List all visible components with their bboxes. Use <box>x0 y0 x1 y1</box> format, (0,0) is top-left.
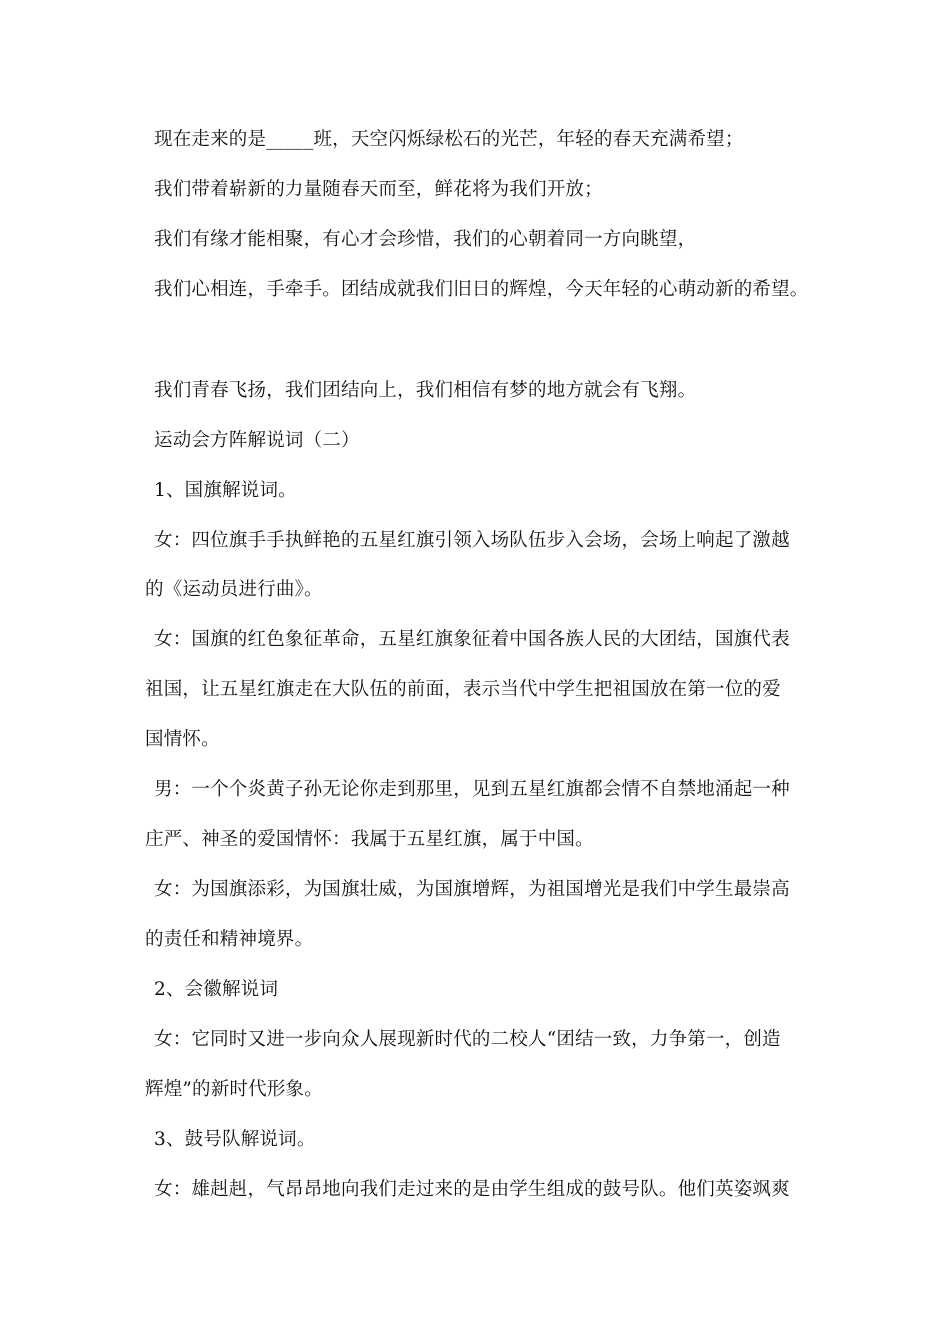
text-line: 庄严、神圣的爱国情怀：我属于五星红旗，属于中国。 <box>145 829 594 850</box>
text-line: 我们心相连，手牵手。团结成就我们旧日的辉煌，今天年轻的心萌动新的希望。 <box>154 279 809 300</box>
text-line: 女：四位旗手手执鲜艳的五星红旗引领入场队伍步入会场，会场上响起了激越 <box>154 530 790 551</box>
text-line: 的《运动员进行曲》。 <box>145 579 323 600</box>
text-line: 女：为国旗添彩，为国旗壮威，为国旗增辉，为祖国增光是我们中学生最崇高 <box>154 879 790 900</box>
text-line: 我们带着崭新的力量随春天而至，鲜花将为我们开放； <box>154 179 603 200</box>
item-heading: 1、国旗解说词。 <box>154 480 297 501</box>
text-line: 现在走来的是_____班，天空闪烁绿松石的光芒，年轻的春天充满希望； <box>154 129 744 150</box>
text-line: 女：雄赳赳，气昂昂地向我们走过来的是由学生组成的鼓号队。他们英姿飒爽 <box>154 1179 790 1200</box>
text-line: 女：国旗的红色象征革命，五星红旗象征着中国各族人民的大团结，国旗代表 <box>154 629 790 650</box>
text-line: 国情怀。 <box>145 729 220 750</box>
text-line: 女：它同时又进一步向众人展现新时代的二校人“团结一致，力争第一，创造 <box>154 1029 781 1050</box>
item-heading: 3、鼓号队解说词。 <box>154 1129 316 1150</box>
section-heading: 运动会方阵解说词（二） <box>154 430 360 451</box>
text-line: 我们青春飞扬，我们团结向上，我们相信有梦的地方就会有飞翔。 <box>154 380 697 401</box>
item-heading: 2、会徽解说词 <box>154 979 279 1000</box>
text-line: 辉煌”的新时代形象。 <box>145 1079 323 1100</box>
text-line: 祖国，让五星红旗走在大队伍的前面，表示当代中学生把祖国放在第一位的爱 <box>145 679 781 700</box>
text-line: 男：一个个炎黄子孙无论你走到那里，见到五星红旗都会情不自禁地涌起一种 <box>154 779 790 800</box>
text-line: 的责任和精神境界。 <box>145 929 314 950</box>
text-line: 我们有缘才能相聚，有心才会珍惜，我们的心朝着同一方向眺望， <box>154 229 697 250</box>
